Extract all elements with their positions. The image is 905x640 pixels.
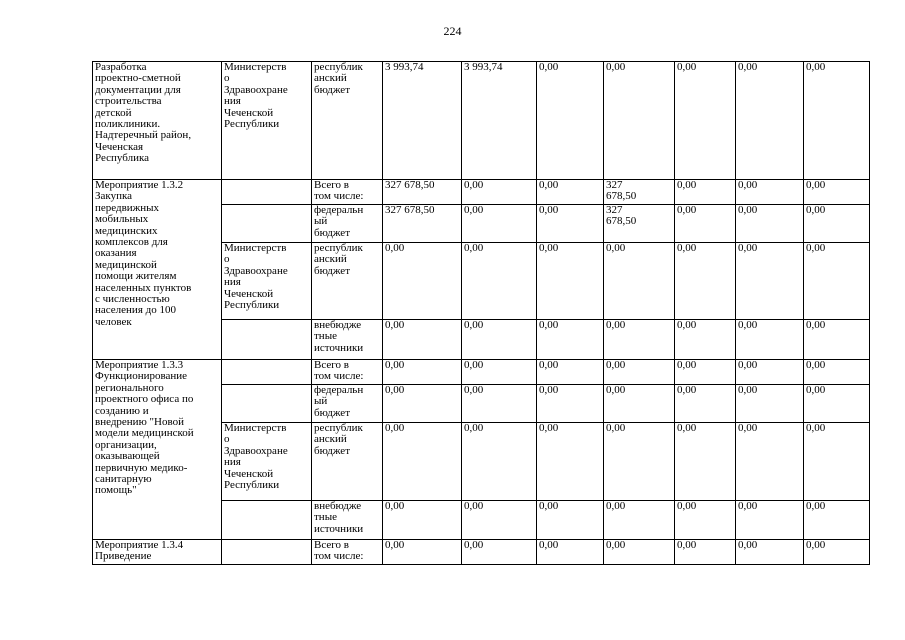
value-cell: 0,00 (804, 501, 870, 540)
value-cell: 0,00 (604, 62, 675, 180)
value-cell: 0,00 (604, 320, 675, 360)
value-cell: 0,00 (736, 62, 804, 180)
value-cell: 0,00 (804, 360, 870, 385)
value-cell: 0,00 (675, 540, 736, 565)
value-cell: 0,00 (537, 243, 604, 320)
event-cell: Разработка проектно-сметной документации для строительства детской поликлиники. Надтеречный район, Чеченская Республика (93, 62, 222, 180)
value-cell: 3 993,74 (383, 62, 462, 180)
event-cell: Мероприятие 1.3.2 Закупка передвижных мобильных медицинских комплексов для оказания медицинской помощи жителям населенных пунктов с численностью населения до 100 человек (93, 180, 222, 360)
value-cell: 0,00 (736, 243, 804, 320)
value-cell: 0,00 (675, 423, 736, 501)
value-cell: 0,00 (383, 385, 462, 423)
value-cell: 0,00 (537, 62, 604, 180)
value-cell: 0,00 (383, 501, 462, 540)
value-cell: 0,00 (736, 180, 804, 205)
funding-source-cell: Всего в том числе: (312, 360, 383, 385)
executor-cell (222, 180, 312, 205)
executor-cell (222, 540, 312, 565)
value-cell: 0,00 (537, 205, 604, 243)
funding-source-cell: федеральн ый бюджет (312, 385, 383, 423)
value-cell: 0,00 (537, 540, 604, 565)
value-cell: 327 678,50 (604, 205, 675, 243)
table-row (93, 360, 870, 385)
value-cell: 0,00 (736, 320, 804, 360)
value-cell: 0,00 (804, 180, 870, 205)
value-cell: 327 678,50 (604, 180, 675, 205)
value-cell: 0,00 (604, 501, 675, 540)
value-cell: 0,00 (383, 243, 462, 320)
value-cell: 0,00 (675, 62, 736, 180)
event-cell: Мероприятие 1.3.4 Приведение (93, 540, 222, 565)
value-cell: 0,00 (537, 320, 604, 360)
value-cell: 327 678,50 (383, 180, 462, 205)
executor-cell: Министерств о Здравоохране ния Чеченской Республики (222, 243, 312, 320)
value-cell: 0,00 (804, 320, 870, 360)
funding-source-cell: Всего в том числе: (312, 180, 383, 205)
value-cell: 0,00 (604, 540, 675, 565)
value-cell: 0,00 (804, 423, 870, 501)
value-cell: 0,00 (675, 360, 736, 385)
funding-source-cell: республик анский бюджет (312, 423, 383, 501)
value-cell: 0,00 (462, 320, 537, 360)
value-cell: 0,00 (383, 360, 462, 385)
value-cell: 0,00 (804, 385, 870, 423)
funding-source-cell: внебюдже тные источники (312, 501, 383, 540)
value-cell: 0,00 (736, 385, 804, 423)
value-cell: 0,00 (604, 360, 675, 385)
value-cell: 0,00 (804, 540, 870, 565)
executor-cell (222, 385, 312, 423)
executor-cell (222, 501, 312, 540)
value-cell: 0,00 (537, 180, 604, 205)
value-cell: 0,00 (804, 205, 870, 243)
value-cell: 0,00 (604, 243, 675, 320)
value-cell: 3 993,74 (462, 62, 537, 180)
value-cell: 0,00 (675, 320, 736, 360)
value-cell: 0,00 (383, 423, 462, 501)
value-cell: 0,00 (462, 501, 537, 540)
value-cell: 0,00 (736, 501, 804, 540)
value-cell: 0,00 (675, 180, 736, 205)
value-cell: 0,00 (736, 540, 804, 565)
table-row (93, 540, 870, 565)
executor-cell (222, 205, 312, 243)
value-cell: 0,00 (675, 243, 736, 320)
executor-cell: Министерств о Здравоохране ния Чеченской Республики (222, 423, 312, 501)
value-cell: 0,00 (462, 360, 537, 385)
value-cell: 0,00 (537, 385, 604, 423)
executor-cell (222, 320, 312, 360)
value-cell: 0,00 (537, 423, 604, 501)
value-cell: 0,00 (462, 423, 537, 501)
value-cell: 0,00 (604, 385, 675, 423)
value-cell: 0,00 (675, 501, 736, 540)
value-cell: 0,00 (675, 205, 736, 243)
budget-table (92, 61, 870, 565)
page-number: 224 (443, 24, 462, 38)
value-cell: 0,00 (736, 423, 804, 501)
table-row (93, 62, 870, 180)
value-cell: 0,00 (675, 385, 736, 423)
funding-source-cell: республик анский бюджет (312, 62, 383, 180)
value-cell: 0,00 (383, 540, 462, 565)
funding-source-cell: республик анский бюджет (312, 243, 383, 320)
value-cell: 0,00 (537, 501, 604, 540)
value-cell: 0,00 (736, 360, 804, 385)
value-cell: 0,00 (804, 243, 870, 320)
value-cell: 0,00 (462, 385, 537, 423)
value-cell: 0,00 (537, 360, 604, 385)
value-cell: 0,00 (604, 423, 675, 501)
executor-cell: Министерств о Здравоохране ния Чеченской Республики (222, 62, 312, 180)
value-cell: 327 678,50 (383, 205, 462, 243)
value-cell: 0,00 (462, 205, 537, 243)
value-cell: 0,00 (462, 540, 537, 565)
funding-source-cell: федеральн ый бюджет (312, 205, 383, 243)
funding-source-cell: Всего в том числе: (312, 540, 383, 565)
value-cell: 0,00 (462, 243, 537, 320)
event-cell: Мероприятие 1.3.3 Функционирование регионального проектного офиса по созданию и внедрению "Новой модели медицинской организации, оказывающей первичную медико- санитарную помощь" (93, 360, 222, 540)
value-cell: 0,00 (736, 205, 804, 243)
value-cell: 0,00 (383, 320, 462, 360)
value-cell: 0,00 (804, 62, 870, 180)
value-cell: 0,00 (462, 180, 537, 205)
table-row (93, 180, 870, 205)
funding-source-cell: внебюдже тные источники (312, 320, 383, 360)
executor-cell (222, 360, 312, 385)
